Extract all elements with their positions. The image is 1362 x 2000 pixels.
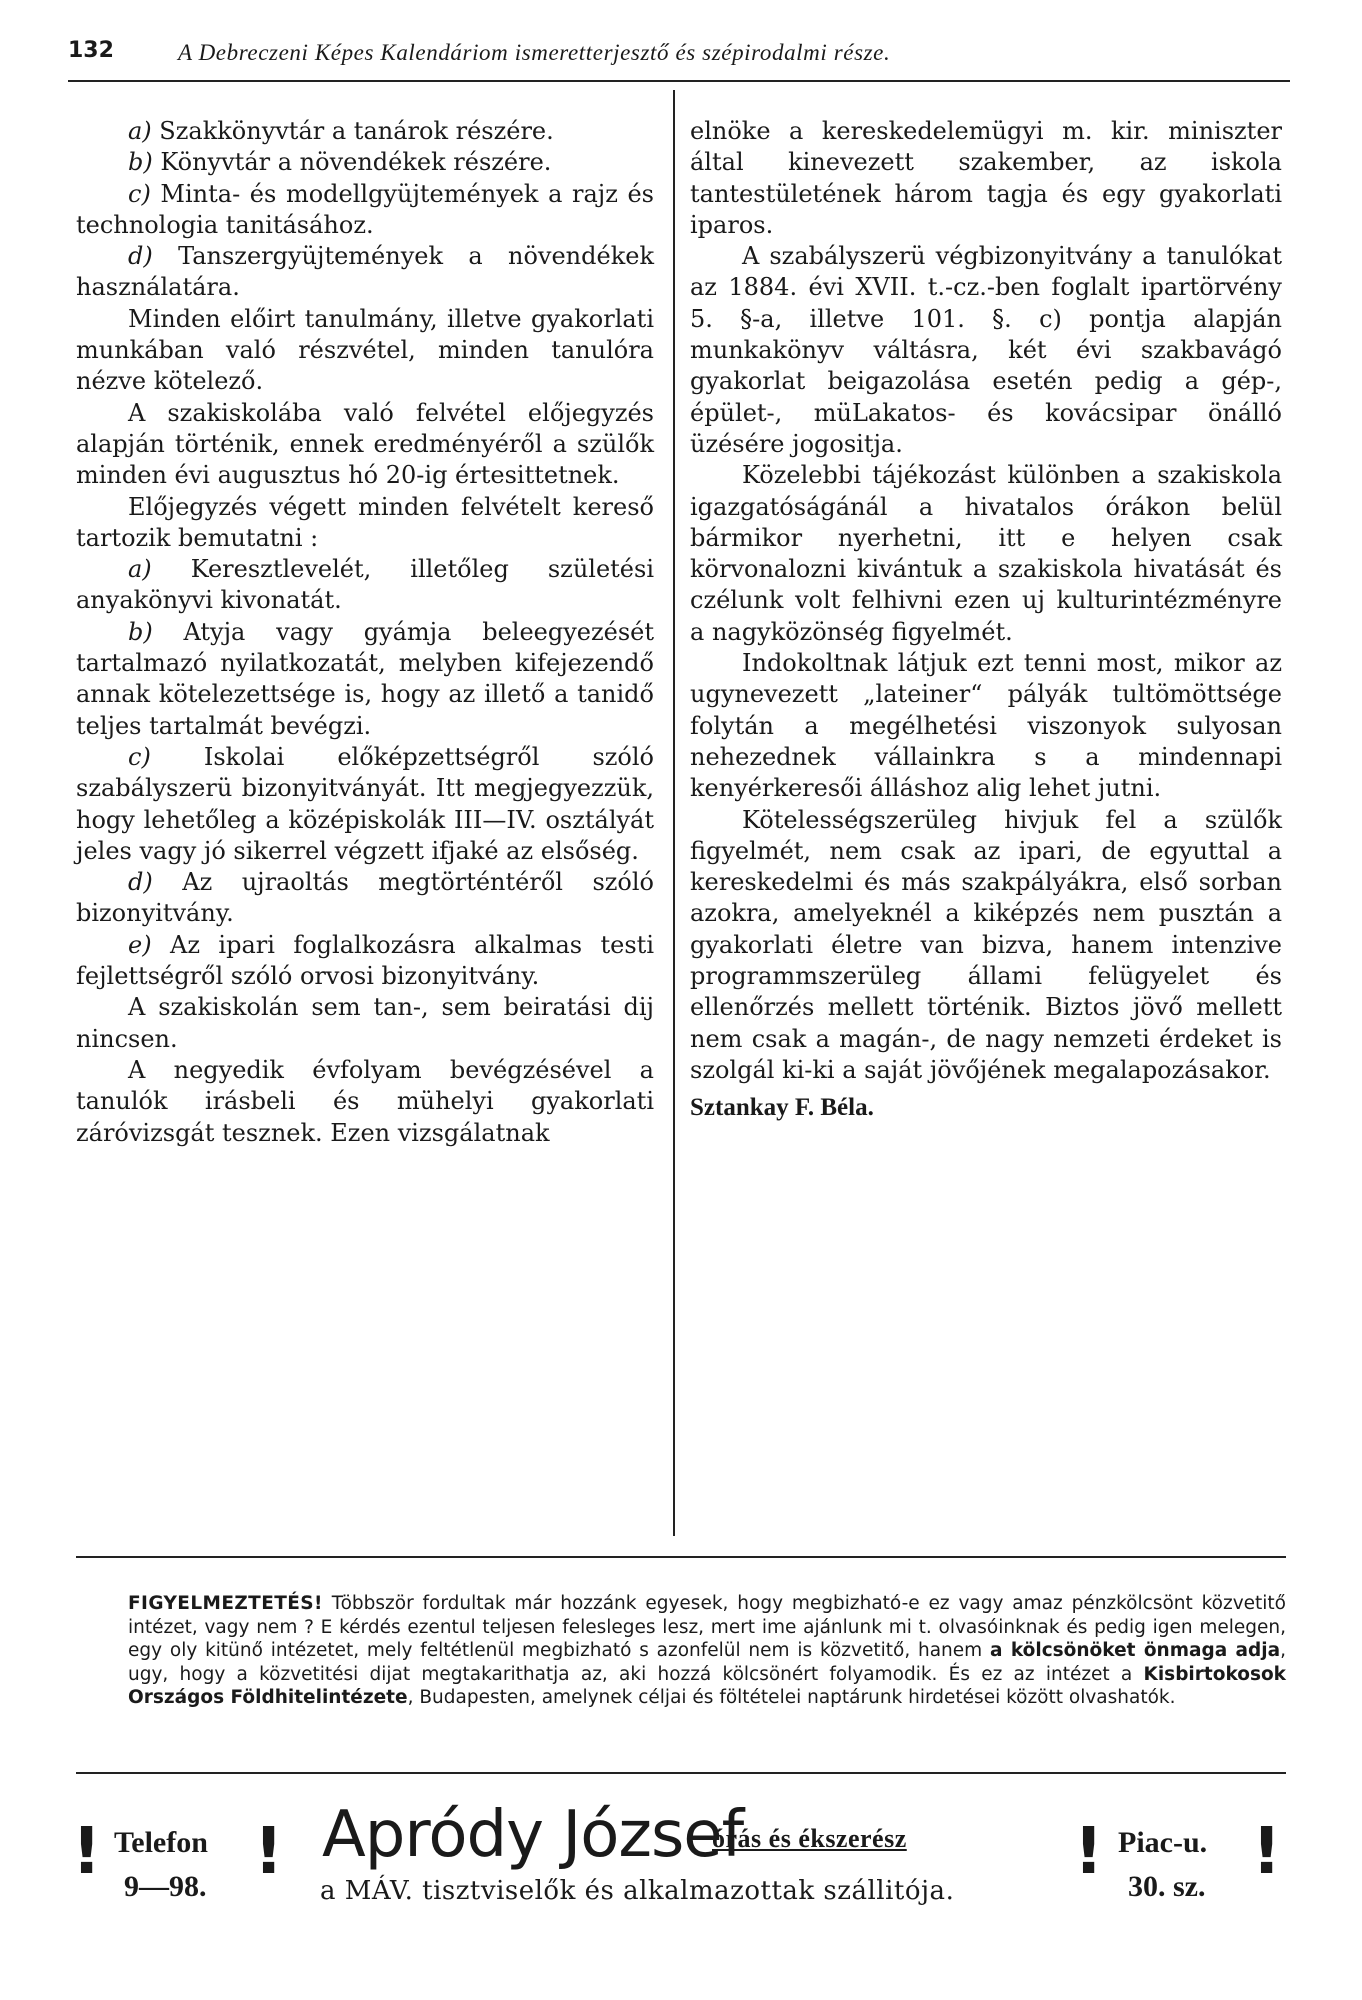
exclamation-mark: ! xyxy=(254,1815,284,1889)
list-item: a) Szakkönyvtár a tanárok részére. xyxy=(128,117,554,145)
paragraph: A szabályszerü végbizonyitvány a tanulókat az 1884. évi XVII. t.-cz.-ben foglalt ipartörvény 5. §-a, illetve 101. §. c) pontja alapján munkakönyv váltásra, két évi szakbavágó gyakorlat beigazolása esetén pedig a gép-, épület-, müLakatos- és kovácsipar önálló üzésére jogositja. xyxy=(690,242,1282,458)
requirement-item: a) Keresztlevelét, illetőleg születési anyakönyvi kivonatát. xyxy=(76,555,654,615)
notice-text: FIGYELMEZTETÉS! Többször fordultak már hozzánk egyesek, hogy megbizható-e ez vagy amaz pénzkölcsönt közvetitő intézet, vagy nem ? E kérdés ezentul teljesen felesleges lesz, mert ime ajánlunk mi t. olvasóinknak és pedig igen melegen, egy oly kitünő intézetet, mely feltétlenül megbizható s azonfelül nem is közvetitő, hanem a kölcsönöket önmaga adja, ugy, hogy a közvetitési dijat megtakarithatja az, aki hozzá kölcsönért folyamodik. És ez az intézet a Kisbirtokosok Országos Földhitelintézete, Budapesten, amelynek céljai és föltételei naptárunk hirdetései között olvashatók. xyxy=(128,1593,1286,1709)
paragraph: Közelebbi tájékozást különben a szakiskola igazgatóságánál a hivatalos órákon belül bármikor nyerhetni, itt e helyen csak körvonalozni kivántuk a szakiskola hivatását és czélunk volt felhivni ezen uj kulturintézményre a nagyközönség figyelmét. xyxy=(690,461,1282,646)
list-item: d) Tanszergyüjtemények a növendékek használatára. xyxy=(76,242,654,302)
author-signature: Sztankay F. Béla. xyxy=(690,1094,874,1122)
paragraph: elnöke a kereskedelemügyi m. kir. miniszter által kinevezett szakember, az iskola tantestületének három tagja és egy gyakorlati iparos. xyxy=(690,117,1282,239)
exclamation-mark: ! xyxy=(72,1815,102,1889)
requirement-item: b) Atyja vagy gyámja beleegyezését tartalmazó nyilatkozatát, melyben kifejezendő annak kötelezettsége is, hogy az illető a tanidő teljes tartalmát bevégzi. xyxy=(76,617,654,740)
address-street: Piac-u. xyxy=(1118,1826,1208,1859)
paragraph: A negyedik évfolyam bevégzésével a tanulók irásbeli és mühelyi gyakorlati záróvizsgát tesznek. Ezen vizsgálatnak xyxy=(76,1055,654,1147)
exclamation-mark: ! xyxy=(1252,1815,1282,1889)
notice-lead: FIGYELMEZTETÉS! xyxy=(128,1593,323,1614)
paragraph: Minden előirt tanulmány, illetve gyakorlati munkában való részvétel, minden tanulóra nézve kötelező. xyxy=(76,304,654,396)
advertiser-name: Apródy József xyxy=(322,1798,744,1872)
requirement-item: d) Az ujraoltás megtörténtéről szóló bizonyitvány. xyxy=(76,868,654,928)
institution-name: Kisbirtokosok Országos Földhitelintézete xyxy=(128,1663,1286,1709)
list-item: c) Minta- és modellgyüjtemények a rajz és technologia tanitásához. xyxy=(76,179,654,239)
paragraph: A szakiskolába való felvétel előjegyzés alapján történik, ennek eredményéről a szülők minden évi augusztus hó 20-ig értesittetnek. xyxy=(76,398,654,490)
advertiser-supplier-note: a MÁV. tisztviselők és alkalmazottak szállitója. xyxy=(320,1876,955,1906)
notice-box xyxy=(76,1592,1286,1710)
page-header xyxy=(68,38,1290,78)
column-divider xyxy=(673,90,675,1536)
running-title: A Debreczeni Képes Kalendáriom ismeretterjesztő és szépirodalmi része. xyxy=(178,40,891,65)
notice-top-rule xyxy=(76,1556,1286,1558)
paragraph: Kötelességszerüleg hivjuk fel a szülők figyelmét, nem csak az ipari, de egyuttal a kereskedelmi és más szakpályákra, első sorban azokra, amelyeknél a kiképzés nem pusztán a gyakorlati életre van bizva, hanem intenzive programmszerüleg állami felügyelet és ellenőrzés mellett történik. Biztos jövő mellett nem csak a magán-, de nagy nemzeti érdeket is szolgál ki-ki a saját jövőjének megalapozásakor. xyxy=(690,805,1282,1084)
list-item: b) Könyvtár a növendékek részére. xyxy=(128,148,552,177)
paragraph: A szakiskolán sem tan-, sem beiratási dij nincsen. xyxy=(76,993,654,1053)
right-column xyxy=(690,116,1282,1124)
requirement-item: c) Iskolai előképzettségről szóló szabályszerü bizonyitványát. Itt megjegyezzük, hogy lehetőleg a középiskolák III—IV. osztályát jeles vagy jó sikerrel végzett ifjaké az elsőség. xyxy=(76,742,654,865)
paragraph: Előjegyzés végett minden felvételt kereső tartozik bemutatni : xyxy=(76,492,654,552)
requirement-item: e) Az ipari foglalkozásra alkalmas testi fejlettségről szóló orvosi bizonyitvány. xyxy=(76,930,654,991)
left-column xyxy=(76,116,654,1149)
page-number: 132 xyxy=(68,38,114,63)
header-rule xyxy=(68,80,1290,82)
notice-emphasis: a kölcsönöket önmaga adja xyxy=(990,1640,1281,1662)
advertisement xyxy=(72,1798,1292,1962)
advertiser-trade: órás és ékszerész xyxy=(712,1824,907,1853)
paragraph: Indokoltnak látjuk ezt tenni most, mikor az ugynevezett „lateiner“ pályák tultömöttsége folytán a megélhetési viszonyok sulyosan nehezednek vállainkra s a mindennapi kenyérkeresői álláshoz alig lehet jutni. xyxy=(690,649,1282,803)
ad-top-rule xyxy=(76,1772,1286,1774)
phone-number: 9—98. xyxy=(124,1870,207,1903)
phone-label: Telefon xyxy=(114,1826,208,1859)
exclamation-mark: ! xyxy=(1074,1815,1104,1889)
address-number: 30. sz. xyxy=(1128,1870,1206,1903)
